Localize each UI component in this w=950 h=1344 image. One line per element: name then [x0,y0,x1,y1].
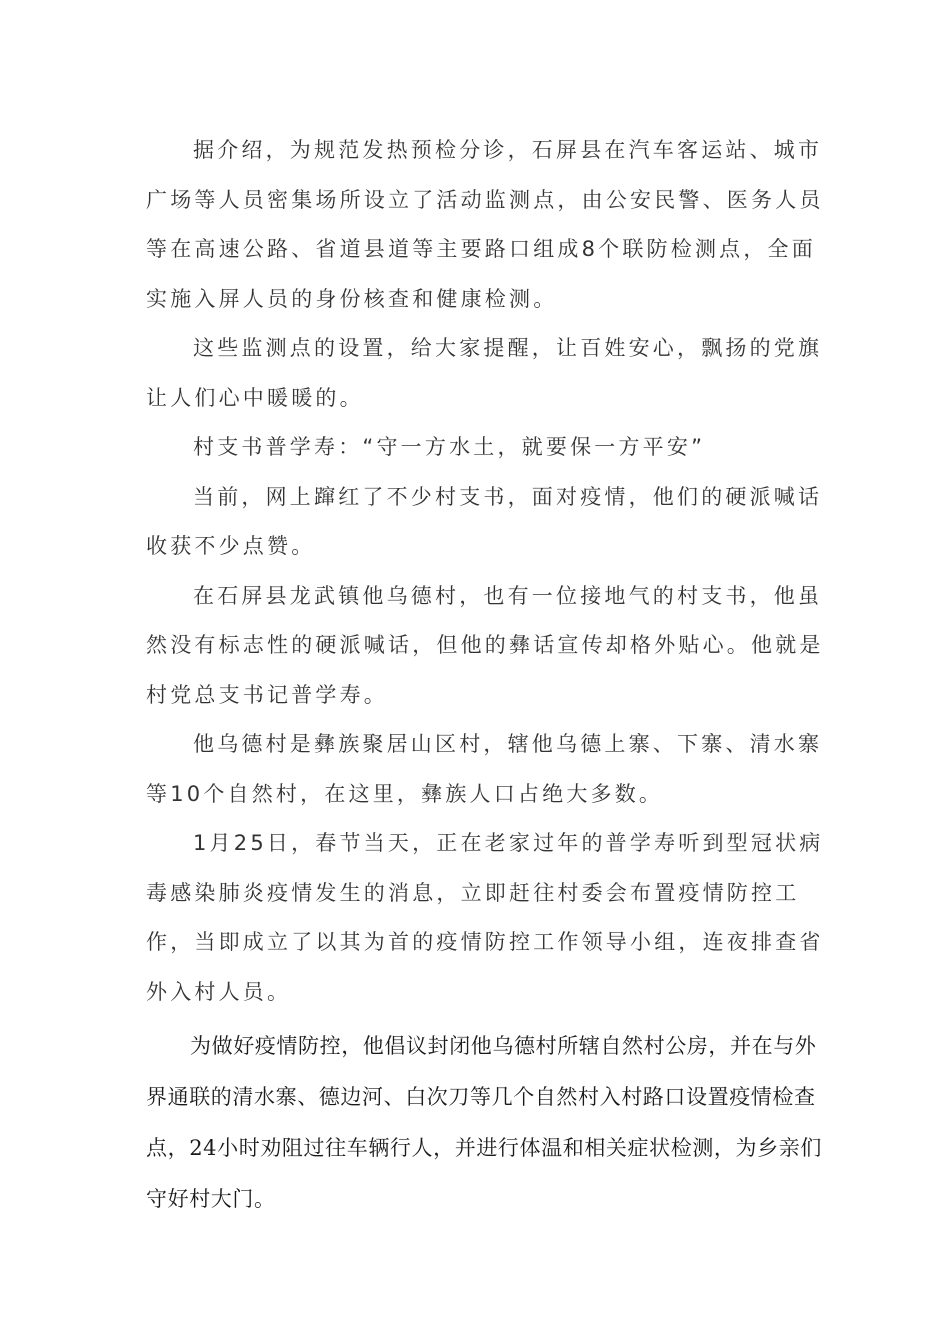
document-body [146,126,826,1225]
section-heading-village-secretary: 村支书普学寿：“守一方水土，就要保一方平安” [193,435,706,459]
paragraph-tawude-village: 他乌德村是彝族聚居山区村，辖他乌德上寨、下寨、清水寨等10个自然村，在这里，彝族人口占绝大多数。 [146,732,823,806]
paragraph-january-25: 1月25日，春节当天，正在老家过年的普学寿听到型冠状病毒感染肺炎疫情发生的消息，立即赶往村委会布置疫情防控工作，当即成立了以其为首的疫情防控工作领导小组，连夜排查省外入村人员。 [146,831,824,1004]
paragraph-reassurance: 这些监测点的设置，给大家提醒，让百姓安心，飘扬的党旗让人们心中暖暖的。 [146,336,823,410]
paragraph-village-secretaries-online: 当前，网上蹿红了不少村支书，面对疫情，他们的硬派喊话收获不少点赞。 [146,484,823,558]
paragraph-monitoring-points: 据介绍，为规范发热预检分诊，石屏县在汽车客运站、城市广场等人员密集场所设立了活动监测点，由公安民警、医务人员等在高速公路、省道县道等主要路口组成8个联防检测点，全面实施入屏人员的身份核查和健康检测。 [146,138,824,311]
paragraph-pu-xueshou-intro: 在石屏县龙武镇他乌德村，也有一位接地气的村支书，他虽然没有标志性的硬派喊话，但他的彝话宣传却格外贴心。他就是村党总支书记普学寿。 [146,583,824,707]
paragraph-checkpoints: 为做好疫情防控，他倡议封闭他乌德村所辖自然村公房，并在与外界通联的清水寨、德边河、白次刀等几个自然村入村路口设置疫情检查点，24小时劝阻过往车辆行人，并进行体温和相关症状检测，为乡亲们守好村大门。 [146,1034,822,1211]
